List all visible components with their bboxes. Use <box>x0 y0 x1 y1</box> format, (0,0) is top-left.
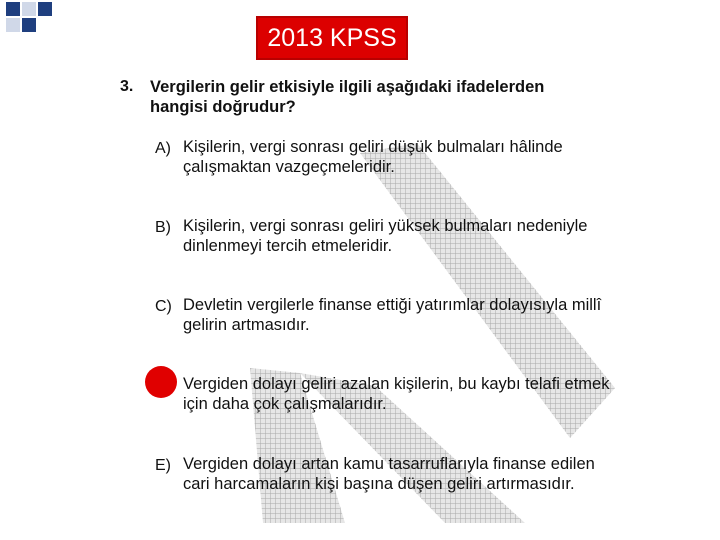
option-b-text: Kişilerin, vergi sonrası geliri yüksek bulmaları nedeniyle dinlenmeyi tercih etmeleridir. <box>183 217 588 255</box>
option-a-text: Kişilerin, vergi sonrası geliri düşük bulmaları hâlinde çalışmaktan vazgeçmeleridir. <box>183 138 563 176</box>
option-d-text: Vergiden dolayı geliri azalan kişilerin, bu kaybı telafi etmek için daha çok çalışmalarıdır. <box>183 375 610 413</box>
option-e-text: Vergiden dolayı artan kamu tasarruflarıyla finanse edilen cari harcamaların kişi başına düşen geliri artırmasıdır. <box>183 455 595 493</box>
question-number: 3. <box>120 78 134 95</box>
option-e-letter: E) <box>155 457 171 474</box>
red-dot-icon <box>145 366 177 398</box>
question-text: Vergilerin gelir etkisiyle ilgili aşağıdaki ifadelerden hangisi doğrudur? <box>150 78 545 116</box>
slide-title-text: 2013 KPSS <box>267 23 397 52</box>
slide-title <box>256 16 408 60</box>
option-a-letter: A) <box>155 140 171 157</box>
option-c-letter: C) <box>155 298 172 315</box>
option-c-text: Devletin vergilerle finanse ettiği yatırımlar dolayısıyla millî gelirin artmasıdır. <box>183 296 602 334</box>
question-scan <box>105 68 617 523</box>
square-grid-icon <box>0 0 60 40</box>
option-b-letter: B) <box>155 219 171 236</box>
